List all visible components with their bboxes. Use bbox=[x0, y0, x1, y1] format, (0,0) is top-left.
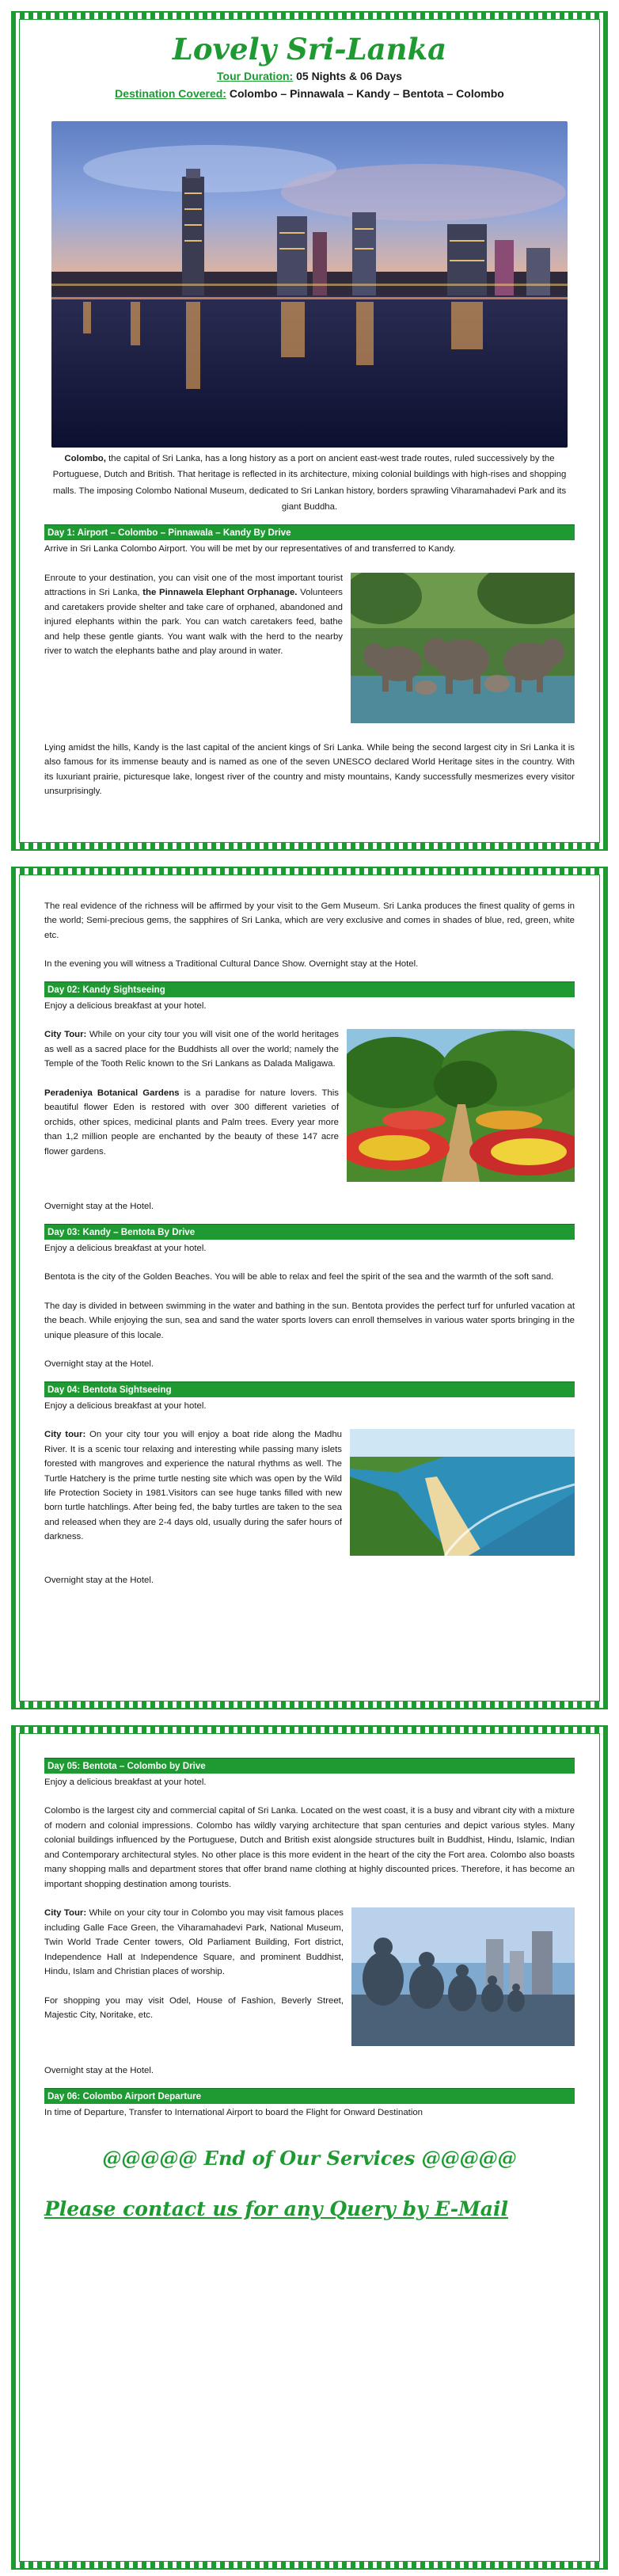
tour-duration-label: Tour Duration: bbox=[217, 70, 294, 82]
day-2-heading: Day 02: Kandy Sightseeing bbox=[44, 981, 575, 997]
page-3-content bbox=[20, 1734, 599, 2561]
day-5-overnight: Overnight stay at the Hotel. bbox=[44, 2066, 154, 2076]
day-5-shopping: For shopping you may visit Odel, House of Fashion, Beverly Street, Majestic City, Noritake, etc. bbox=[44, 1995, 344, 2021]
elephants-illustration bbox=[351, 573, 575, 723]
day-5-city-tour-label: City Tour: bbox=[44, 1908, 87, 1919]
destinations-label: Destination Covered: bbox=[115, 87, 226, 100]
day-4-heading: Day 04: Bentota Sightseeing bbox=[44, 1381, 575, 1397]
page-2 bbox=[11, 867, 608, 1709]
day-5-colombo: Colombo is the largest city and commercial capital of Sri Lanka. Located on the west coast, it is a busy and vibrant city with a mixture of modern and colonial impressions. Colombo has wildly varying architecture that span centuries and depict various styles. Many colonial buildings influenced by the Portuguese, Dutch and British exist alongside structures built in Buddhist, Hindu, Islamic, Indian and Contemporary architectural styles. No other place is this more evident in the heart of the city the Fort area. Colombo also boasts many shopping malls and department stores that offer brand name clothing at highly discounted prices. Therefore, it has become an important shopping destination among tourists. bbox=[44, 1806, 575, 1889]
beach-illustration bbox=[350, 1429, 575, 1556]
day-6-departure: In time of Departure, Transfer to International Airport to board the Flight for Onward Destination bbox=[44, 2107, 423, 2117]
day-6-heading: Day 06: Colombo Airport Departure bbox=[44, 2088, 575, 2104]
colombo-buddha-photo bbox=[351, 1907, 575, 2046]
day-5-heading: Day 05: Bentota – Colombo by Drive bbox=[44, 1758, 575, 1774]
colombo-intro-lead: Colombo, bbox=[64, 454, 106, 463]
pinnawela-elephant-orphanage: the Pinnawela Elephant Orphanage. bbox=[142, 588, 298, 598]
garden-illustration bbox=[347, 1029, 575, 1182]
colombo-skyline-illustration bbox=[51, 121, 568, 448]
day-4-city-tour-label: City tour: bbox=[44, 1430, 86, 1440]
destinations-value: Colombo – Pinnawala – Kandy – Bentota – Colombo bbox=[229, 87, 504, 100]
day-4-breakfast: Enjoy a delicious breakfast at your hotel. bbox=[44, 1400, 207, 1411]
colombo-intro bbox=[44, 451, 575, 515]
elephant-orphanage-photo bbox=[351, 573, 575, 723]
day-1-heading: Day 1: Airport – Colombo – Pinnawala – Kandy By Drive bbox=[44, 524, 575, 540]
day-2-city-tour-label: City Tour: bbox=[44, 1030, 87, 1040]
colombo-skyline-photo bbox=[51, 121, 568, 448]
day-5-breakfast: Enjoy a delicious breakfast at your hotel. bbox=[44, 1778, 207, 1787]
tour-duration-value: 05 Nights & 06 Days bbox=[296, 70, 402, 82]
day-2-breakfast: Enjoy a delicious breakfast at your hotel. bbox=[44, 1000, 207, 1011]
day-3-overnight: Overnight stay at the Hotel. bbox=[44, 1359, 154, 1370]
day-1-pinnawela-text-a: Enroute to your destination, you can visit one of the most important tourist attractions in Sri Lanka, bbox=[44, 573, 343, 598]
end-of-services: @@@@@ End of Our Services @@@@@ bbox=[102, 2147, 517, 2170]
destinations-covered bbox=[44, 85, 575, 102]
peradeniya-gardens-label: Peradeniya Botanical Gardens bbox=[44, 1088, 180, 1098]
day-4-overnight: Overnight stay at the Hotel. bbox=[44, 1576, 154, 1586]
gem-museum-text: The real evidence of the richness will be affirmed by your visit to the Gem Museum. Sri Lanka produces the finest quality of gems in the world; Semi-precious gems, the sapphires of Sri Lanka, which are very exclusive and comes in shades of blue, red, green, white etc. bbox=[44, 901, 575, 940]
day-3-bentota: Bentota is the city of the Golden Beaches. You will be able to relax and feel the spirit of the sea and the warmth of the soft sand. bbox=[44, 1272, 554, 1282]
day-1-pinnawela-text-b: Volunteers and caretakers provide shelter and take care of orphaned, abandoned and injured elephants within the park. You can watch caretakers feed, bathe and help these gentle giants. You want walk with the herd to the nearby river to watch the elephants bathe and play around in water. bbox=[44, 588, 343, 656]
page-1 bbox=[11, 11, 608, 851]
day-4-city-tour-text: On your city tour you will enjoy a boat ride along the Madhu River. It is a scenic tour relaxing and interesting while passing many islets forested with mangroves and experience the natural rhythms as well. The Turtle Hatchery is the prime turtle nesting site which was open by the Wild life Protection Society in 1981.Visitors can see huge tanks filled with new born turtle hatchlings. After being fed, the baby turtles are taken to the sea and released when they are 2-4 days old, usually during the safer hours of darkness. bbox=[44, 1430, 342, 1542]
buddha-statues-illustration bbox=[351, 1907, 575, 2046]
day-1-kandy: Lying amidst the hills, Kandy is the last capital of the ancient kings of Sri Lanka. While being the second largest city in Sri Lanka it is also famous for its immense beauty and is named as one of the seven UNESCO declared World Heritage sites in the country. With its luxuriant prairie, picturesque lake, longest river of the country and misty mountains, Kandy successfully mesmerizes every visitor unsurprisingly. bbox=[44, 742, 575, 797]
colombo-intro-text: the capital of Sri Lanka, has a long history as a port on ancient east-west trade routes, ruled successively by the Portuguese, Dutch and British. That heritage is reflected in its architecture, mixing colonial buildings with high-rises and shopping malls. The imposing Colombo National Museum, dedicated to Sri Lankan history, borders sprawling Viharamahadevi Park and its giant Buddha. bbox=[52, 454, 567, 512]
day-5-city-tour-text: While on your city tour in Colombo you may visit famous places including Galle Face Green, the Viharamahadevi Park, National Museum, Twin World Trade Center towers, Old Parliament Building, Fort district, Independence Hall at Independence Square, and prominent Buddhist, Hindu, Islam and Christian places of worship. bbox=[44, 1908, 344, 1977]
bentota-beach-photo bbox=[350, 1429, 575, 1556]
day-2-overnight: Overnight stay at the Hotel. bbox=[44, 1202, 154, 1212]
peradeniya-gardens-text: is a paradise for nature lovers. This beautiful flower Eden is restored with over 300 different varieties of orchids, other spices, medicinal plants and Palm trees. Every year more than 1,2 million people are enchanted by the beauty of these 147 acre flower gardens. bbox=[44, 1088, 339, 1157]
tour-duration bbox=[44, 67, 575, 85]
day-3-divided: The day is divided in between swimming in the water and bathing in the sun. Bentota provides the perfect turf for unfurled vacation at the beach. While enjoying the sun, sea and sand the water sports lovers can enroll themselves in various water sports bringing in the unique pleasure of this locale. bbox=[44, 1301, 575, 1340]
day-2-city-tour-text: While on your city tour you will visit one of the world heritages as well as a sacred place for the Buddhists all over the world; namely the Temple of the Tooth Relic known to the Sri Lankans as Dalada Maligawa. bbox=[44, 1030, 339, 1069]
page-3 bbox=[11, 1725, 608, 2570]
cultural-dance-text: In the evening you will witness a Traditional Cultural Dance Show. Overnight stay at the Hotel. bbox=[44, 959, 419, 970]
day-1-arrive: Arrive in Sri Lanka Colombo Airport. You will be met by our representatives of and transferred to Kandy. bbox=[44, 544, 456, 554]
botanical-garden-photo bbox=[347, 1029, 575, 1182]
contact-email-line[interactable]: Please contact us for any Query by E-Mail bbox=[44, 2197, 508, 2221]
page-2-content bbox=[20, 875, 599, 1701]
page-1-content bbox=[20, 20, 599, 842]
page-title: Lovely Sri-Lanka bbox=[172, 32, 447, 67]
day-3-heading: Day 03: Kandy – Bentota By Drive bbox=[44, 1224, 575, 1240]
day-3-breakfast: Enjoy a delicious breakfast at your hotel. bbox=[44, 1243, 207, 1253]
